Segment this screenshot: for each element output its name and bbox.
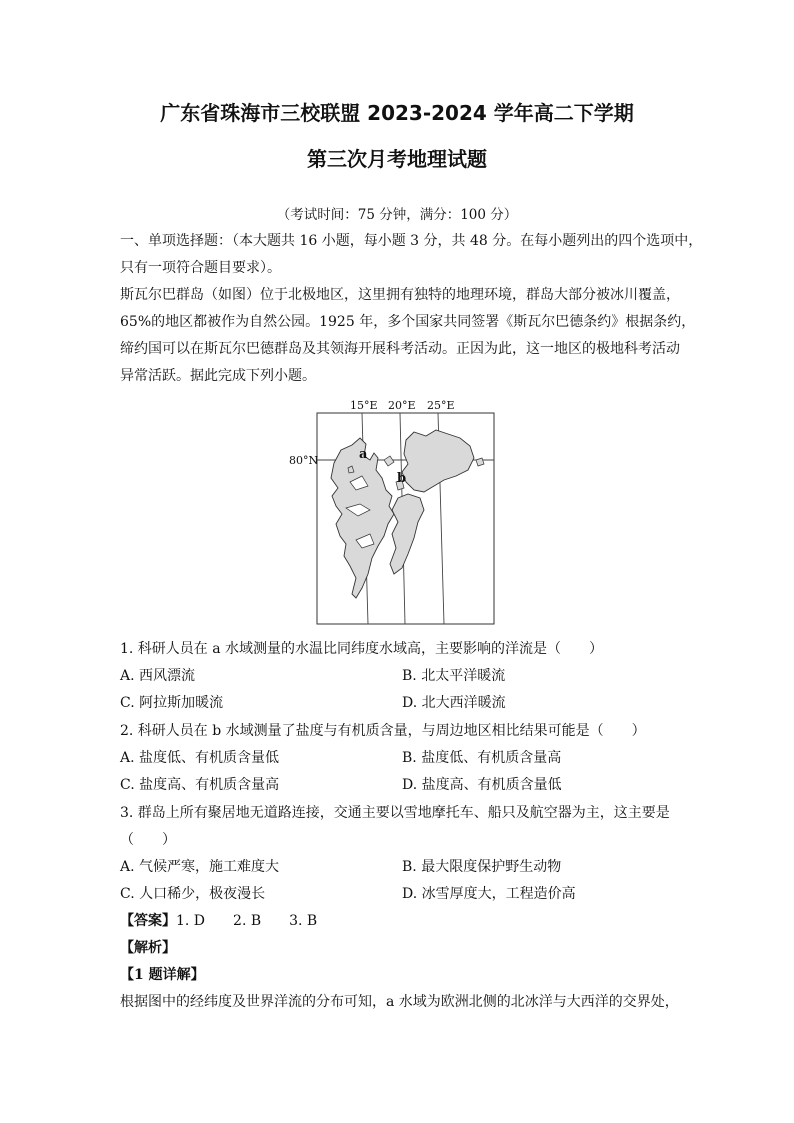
passage-line: 异常活跃。据此完成下列小题。 bbox=[120, 368, 316, 384]
question-2-option-c: C. 盐度高、有机质含量高 bbox=[120, 777, 280, 793]
section-heading-cont: 只有一项符合题目要求）。 bbox=[120, 260, 281, 276]
question-1-option-c: C. 阿拉斯加暖流 bbox=[120, 695, 224, 711]
question-1-option-d: D. 北大西洋暖流 bbox=[402, 695, 506, 711]
map-point-a: a bbox=[359, 447, 368, 462]
document-title-line2: 第三次月考地理试题 bbox=[307, 147, 487, 171]
question-2-option-d: D. 盐度高、有机质含量低 bbox=[402, 777, 562, 793]
lat-label-80n: 80°N bbox=[289, 454, 319, 467]
question-1-option-a: A. 西风漂流 bbox=[120, 668, 196, 684]
question-1-stem: 1. 科研人员在 a 水域测量的水温比同纬度水域高，主要影响的洋流是（ ） bbox=[120, 641, 604, 657]
question-3-stem: 3. 群岛上所有聚居地无道路连接，交通主要以雪地摩托车、船只及航空器为主，这主要是 bbox=[120, 805, 670, 821]
question-2-stem: 2. 科研人员在 b 水域测量了盐度与有机质含量，与周边地区相比结果可能是（ ） bbox=[120, 723, 646, 739]
lon-label-20e: 20°E bbox=[388, 399, 416, 412]
map-point-b: b bbox=[397, 471, 407, 486]
answer-label: 【答案】 bbox=[120, 913, 176, 929]
lon-label-15e: 15°E bbox=[350, 399, 378, 412]
lon-label-25e: 25°E bbox=[427, 399, 455, 412]
question-3-option-a: A. 气候严寒，施工难度大 bbox=[120, 859, 280, 875]
q1-detail-label: 【1 题详解】 bbox=[120, 967, 205, 983]
analysis-label: 【解析】 bbox=[120, 940, 176, 956]
svalbard-map bbox=[286, 398, 500, 626]
question-3-stem-cont: （ ） bbox=[120, 832, 176, 848]
answer-text: 1. D 2. B 3. B bbox=[176, 913, 318, 929]
passage-line: 斯瓦尔巴群岛（如图）位于北极地区，这里拥有独特的地理环境，群岛大部分被冰川覆盖， bbox=[120, 287, 680, 303]
question-2-option-b: B. 盐度低、有机质含量高 bbox=[402, 750, 562, 766]
q1-detail-text: 根据图中的经纬度及世界洋流的分布可知，a 水域为欧洲北侧的北冰洋与大西洋的交界处， bbox=[120, 994, 679, 1010]
section-heading: 一、单项选择题：（本大题共 16 小题，每小题 3 分，共 48 分。在每小题列出的四个选项中， bbox=[120, 233, 703, 249]
question-1-option-b: B. 北太平洋暖流 bbox=[402, 668, 506, 684]
answer-line bbox=[120, 908, 690, 934]
question-3-option-c: C. 人口稀少，极夜漫长 bbox=[120, 886, 266, 902]
passage-line: 65%的地区都被作为自然公园。1925 年，多个国家共同签署《斯瓦尔巴德条约》根据条约， bbox=[120, 314, 696, 330]
exam-info: （考试时间：75 分钟，满分：100 分） bbox=[276, 207, 518, 223]
document-title-line1: 广东省珠海市三校联盟 2023-2024 学年高二下学期 bbox=[160, 101, 634, 125]
question-2-option-a: A. 盐度低、有机质含量低 bbox=[120, 750, 280, 766]
question-3-option-d: D. 冰雪厚度大，工程造价高 bbox=[402, 886, 576, 902]
question-3-option-b: B. 最大限度保护野生动物 bbox=[402, 859, 562, 875]
passage-line: 缔约国可以在斯瓦尔巴德群岛及其领海开展科考活动。正因为此，这一地区的极地科考活动 bbox=[120, 341, 680, 357]
